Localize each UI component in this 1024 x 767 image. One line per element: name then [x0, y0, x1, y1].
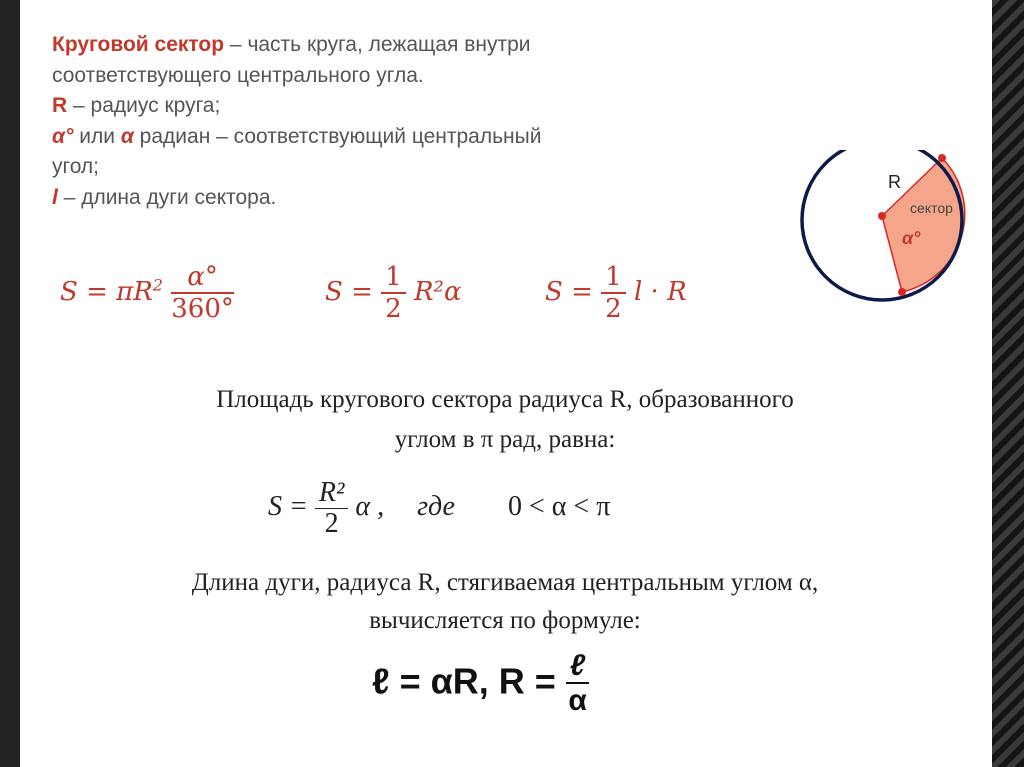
sector-diagram — [790, 150, 980, 310]
eq-s: S = — [268, 490, 308, 522]
def-line-2: соответствующего центрального угла. — [52, 63, 424, 87]
eq-range: 0 < α < π — [507, 490, 611, 522]
para1-line2: углом в π рад, равна: — [394, 426, 616, 453]
def-line-6 — [52, 183, 712, 214]
eq-den: 2 — [324, 508, 339, 539]
eq-fraction — [315, 478, 349, 539]
definition-block — [52, 30, 712, 213]
eq-after: α , — [355, 490, 385, 522]
film-strip-border — [992, 0, 1024, 767]
symbol-alpha-deg: α° — [52, 124, 74, 148]
f2-den: 2 — [385, 294, 402, 324]
symbol-l: l — [52, 185, 58, 209]
term-sector: Круговой сектор — [52, 33, 225, 56]
arc-den: α — [568, 684, 587, 717]
arc-eq-left: ℓ = αR, R = — [372, 660, 556, 702]
f3-den: 2 — [605, 294, 622, 324]
r-text: – радиус круга; — [67, 94, 221, 117]
formula-1 — [60, 262, 234, 324]
arc-point-top — [938, 154, 946, 162]
para1-line1: Площадь кругового сектора радиуса R, образованного — [216, 386, 794, 413]
center-point — [878, 212, 886, 220]
f2-right: R²α — [413, 277, 462, 307]
def-text: – часть круга, лежащая внутри — [224, 33, 531, 56]
f1-num: α° — [171, 262, 234, 294]
formula-2 — [325, 262, 462, 324]
f3-num: 1 — [601, 262, 626, 294]
slide — [20, 0, 992, 767]
def-line-1 — [52, 30, 712, 61]
f3-right: l · R — [633, 277, 687, 307]
arc-num: ℓ — [566, 650, 589, 684]
alpha-label: α° — [902, 228, 921, 248]
f2-num: 1 — [381, 262, 406, 294]
symbol-alpha-rad: α — [120, 124, 134, 148]
f3-fraction — [601, 262, 626, 324]
def-line-4 — [52, 122, 712, 153]
def-line-5: угол; — [52, 155, 100, 178]
f1-left: S = πR — [60, 277, 153, 307]
def-line-3 — [52, 91, 712, 122]
f2-fraction — [381, 262, 406, 324]
f2-left: S = — [325, 277, 373, 307]
f3-left: S = — [545, 277, 593, 307]
or-text: или — [73, 124, 121, 148]
sector-label: сектор — [910, 200, 953, 216]
alpha-text: радиан – соответствующий центральный — [133, 124, 542, 148]
para2-line1: Длина дуги, радиуса R, стягиваемая центральным углом α, — [191, 569, 819, 596]
arc-length-equation — [372, 650, 589, 718]
formula-3 — [545, 262, 687, 324]
f1-den: 360° — [171, 294, 234, 324]
arc-point-bottom — [898, 288, 906, 296]
r-label: R — [888, 172, 901, 192]
f1-sup: 2 — [152, 275, 163, 295]
para2-line2: вычисляется по формуле: — [369, 607, 641, 634]
eq-where: где — [417, 490, 455, 522]
arc-fraction — [566, 650, 589, 718]
left-border — [0, 0, 20, 767]
eq-num: R² — [315, 478, 349, 509]
f1-fraction — [171, 262, 234, 324]
symbol-r: R — [52, 94, 68, 117]
l-text: – длина дуги сектора. — [57, 185, 277, 209]
area-equation — [268, 478, 610, 539]
